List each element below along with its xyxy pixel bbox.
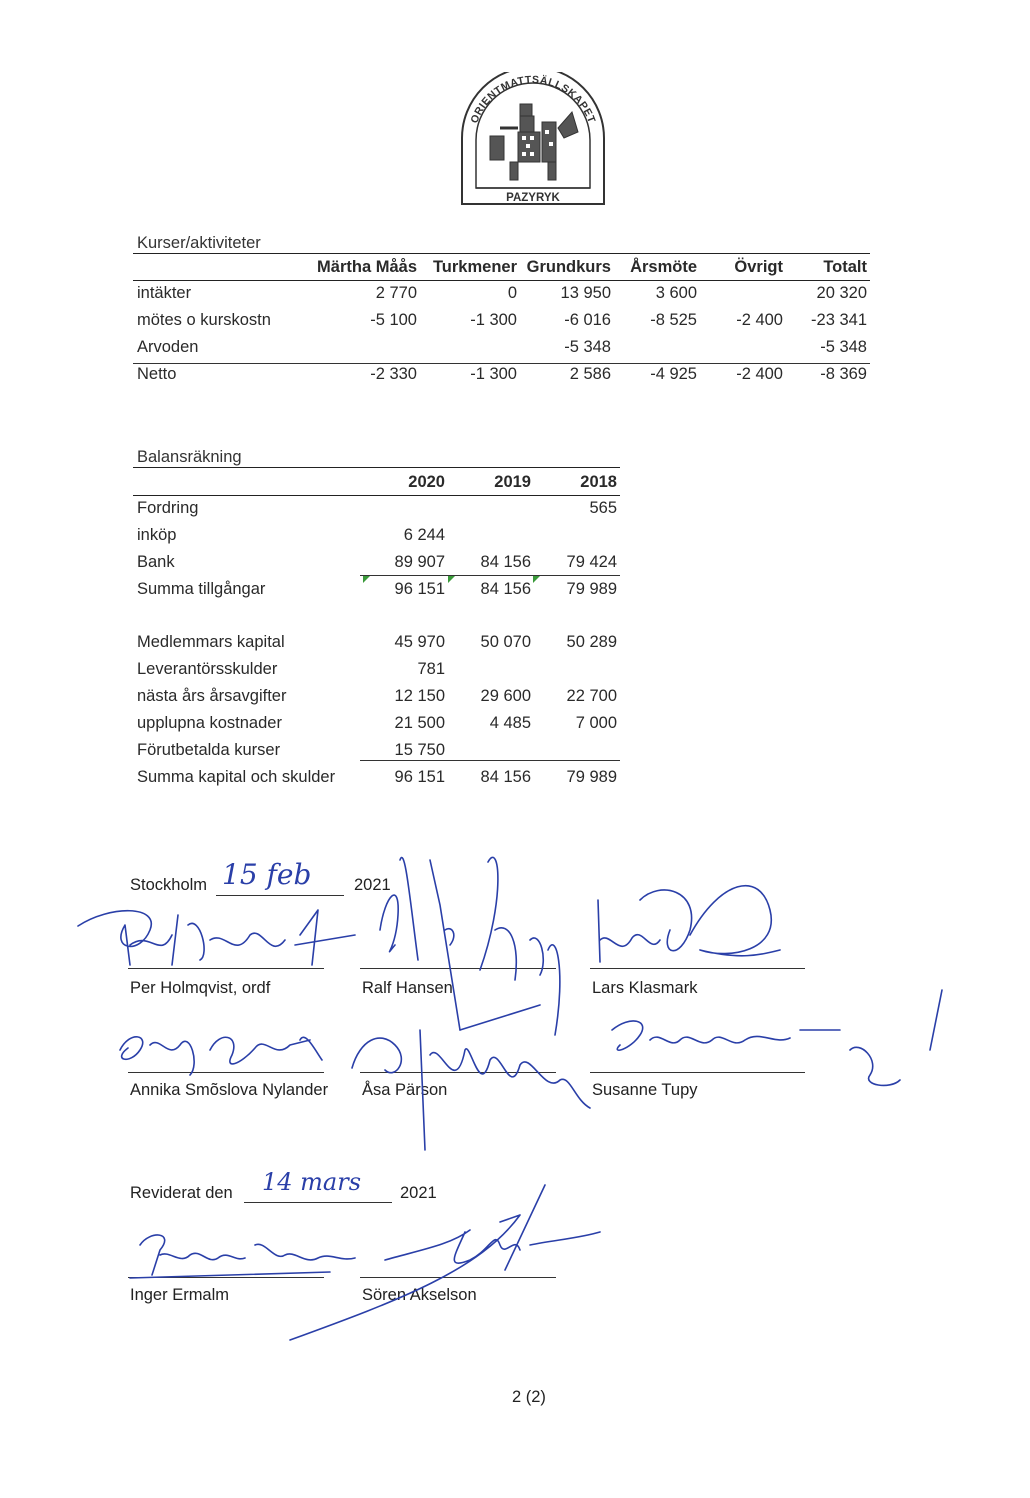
value-cell: 84 156	[480, 553, 531, 571]
logo-bottom-text: PAZYRYK	[506, 192, 560, 204]
column-header: Årsmöte	[630, 258, 697, 276]
value-cell: 15 750	[394, 741, 445, 759]
value-cell: 565	[589, 499, 617, 517]
value-cell: -6 016	[564, 311, 611, 329]
value-cell: 89 907	[394, 553, 445, 571]
signature-per-holmqvist	[78, 910, 355, 965]
auditor-name: Inger Ermalm	[130, 1286, 230, 1304]
signing-place: Stockholm	[130, 876, 208, 894]
value-cell: -5 100	[370, 311, 417, 329]
kurser-title: Kurser/aktiviteter	[137, 234, 261, 252]
page-number: 2 (2)	[512, 1388, 546, 1406]
signature-asa-parson	[352, 1005, 590, 1150]
row-label: Fordring	[137, 499, 199, 517]
row-label: upplupna kostnader	[137, 714, 282, 732]
value-cell: 20 320	[816, 284, 867, 302]
handwritten-date: 14 mars	[262, 1168, 362, 1196]
logo-top-text: ORIENTMATTSÄLLSKAPET	[468, 73, 598, 125]
signatory-name: Annika Smõslova Nylander	[130, 1081, 329, 1099]
column-header: Märtha Måås	[317, 258, 417, 276]
column-header: 2019	[494, 473, 531, 491]
value-cell: -2 330	[370, 365, 417, 383]
value-cell: 79 989	[566, 768, 617, 786]
row-label: Förutbetalda kurser	[137, 741, 281, 759]
value-cell: -8 369	[820, 365, 867, 383]
column-header: Turkmener	[432, 258, 517, 276]
signature-susanne-tupy	[612, 990, 942, 1085]
value-cell: 96 151	[394, 580, 445, 598]
signature-inger-ermalm	[130, 1235, 355, 1278]
value-cell: 79 424	[566, 553, 617, 571]
signatory-name: Åsa Pärson	[362, 1081, 448, 1099]
balans-title: Balansräkning	[137, 448, 242, 466]
value-cell: 7 000	[575, 714, 617, 732]
value-cell: 96 151	[394, 768, 445, 786]
value-cell: 13 950	[560, 284, 611, 302]
signatory-name: Per Holmqvist, ordf	[130, 979, 271, 997]
value-cell: 3 600	[655, 284, 697, 302]
row-label: Summa kapital och skulder	[137, 768, 336, 786]
row-label: Bank	[137, 553, 175, 571]
value-cell: -1 300	[470, 311, 517, 329]
value-cell: 50 289	[566, 633, 617, 651]
row-label: Leverantörsskulder	[137, 660, 278, 678]
handwritten-date: 15 feb	[222, 858, 312, 891]
signature-soren-akselson	[290, 1185, 600, 1340]
column-header: 2018	[580, 473, 617, 491]
row-label: Summa tillgångar	[137, 580, 266, 598]
row-label: Medlemmars kapital	[137, 633, 285, 651]
value-cell: 4 485	[489, 714, 531, 732]
signatory-name: Susanne Tupy	[592, 1081, 698, 1099]
row-label: nästa års årsavgifter	[137, 687, 287, 705]
value-cell: 21 500	[394, 714, 445, 732]
signatory-name: Ralf Hansen	[362, 979, 453, 997]
value-cell: 781	[417, 660, 445, 678]
row-label: Netto	[137, 365, 177, 383]
auditor-name: Sören Akselson	[362, 1286, 477, 1304]
value-cell: 79 989	[566, 580, 617, 598]
value-cell: -2 400	[736, 365, 783, 383]
row-label: Arvoden	[137, 338, 199, 356]
value-cell: 29 600	[480, 687, 531, 705]
value-cell: 84 156	[480, 768, 531, 786]
value-cell: 22 700	[566, 687, 617, 705]
value-cell: 12 150	[394, 687, 445, 705]
value-cell: 84 156	[480, 580, 531, 598]
audit-year: 2021	[400, 1184, 437, 1202]
signing-year: 2021	[354, 876, 391, 894]
value-cell: -4 925	[650, 365, 697, 383]
row-label: mötes o kurskostn	[137, 311, 271, 329]
column-header: 2020	[408, 473, 445, 491]
value-cell: -2 400	[736, 311, 783, 329]
value-cell: -5 348	[564, 338, 611, 356]
signatory-name: Lars Klasmark	[592, 979, 698, 997]
column-header: Övrigt	[734, 258, 783, 276]
signature-ralf-hansen	[380, 857, 560, 1035]
value-cell: -23 341	[811, 311, 867, 329]
value-cell: 6 244	[403, 526, 445, 544]
value-cell: -8 525	[650, 311, 697, 329]
column-header: Totalt	[823, 258, 867, 276]
value-cell: 50 070	[480, 633, 531, 651]
row-label: inköp	[137, 526, 177, 544]
audit-label: Reviderat den	[130, 1184, 233, 1202]
value-cell: 2 770	[375, 284, 417, 302]
signature-annika	[120, 1037, 322, 1075]
value-cell: 0	[507, 284, 517, 302]
value-cell: 2 586	[569, 365, 611, 383]
row-label: intäkter	[137, 284, 192, 302]
value-cell: -5 348	[820, 338, 867, 356]
value-cell: 45 970	[394, 633, 445, 651]
signature-lars-klasmark	[598, 886, 780, 962]
column-header: Grundkurs	[526, 258, 611, 276]
value-cell: -1 300	[470, 365, 517, 383]
